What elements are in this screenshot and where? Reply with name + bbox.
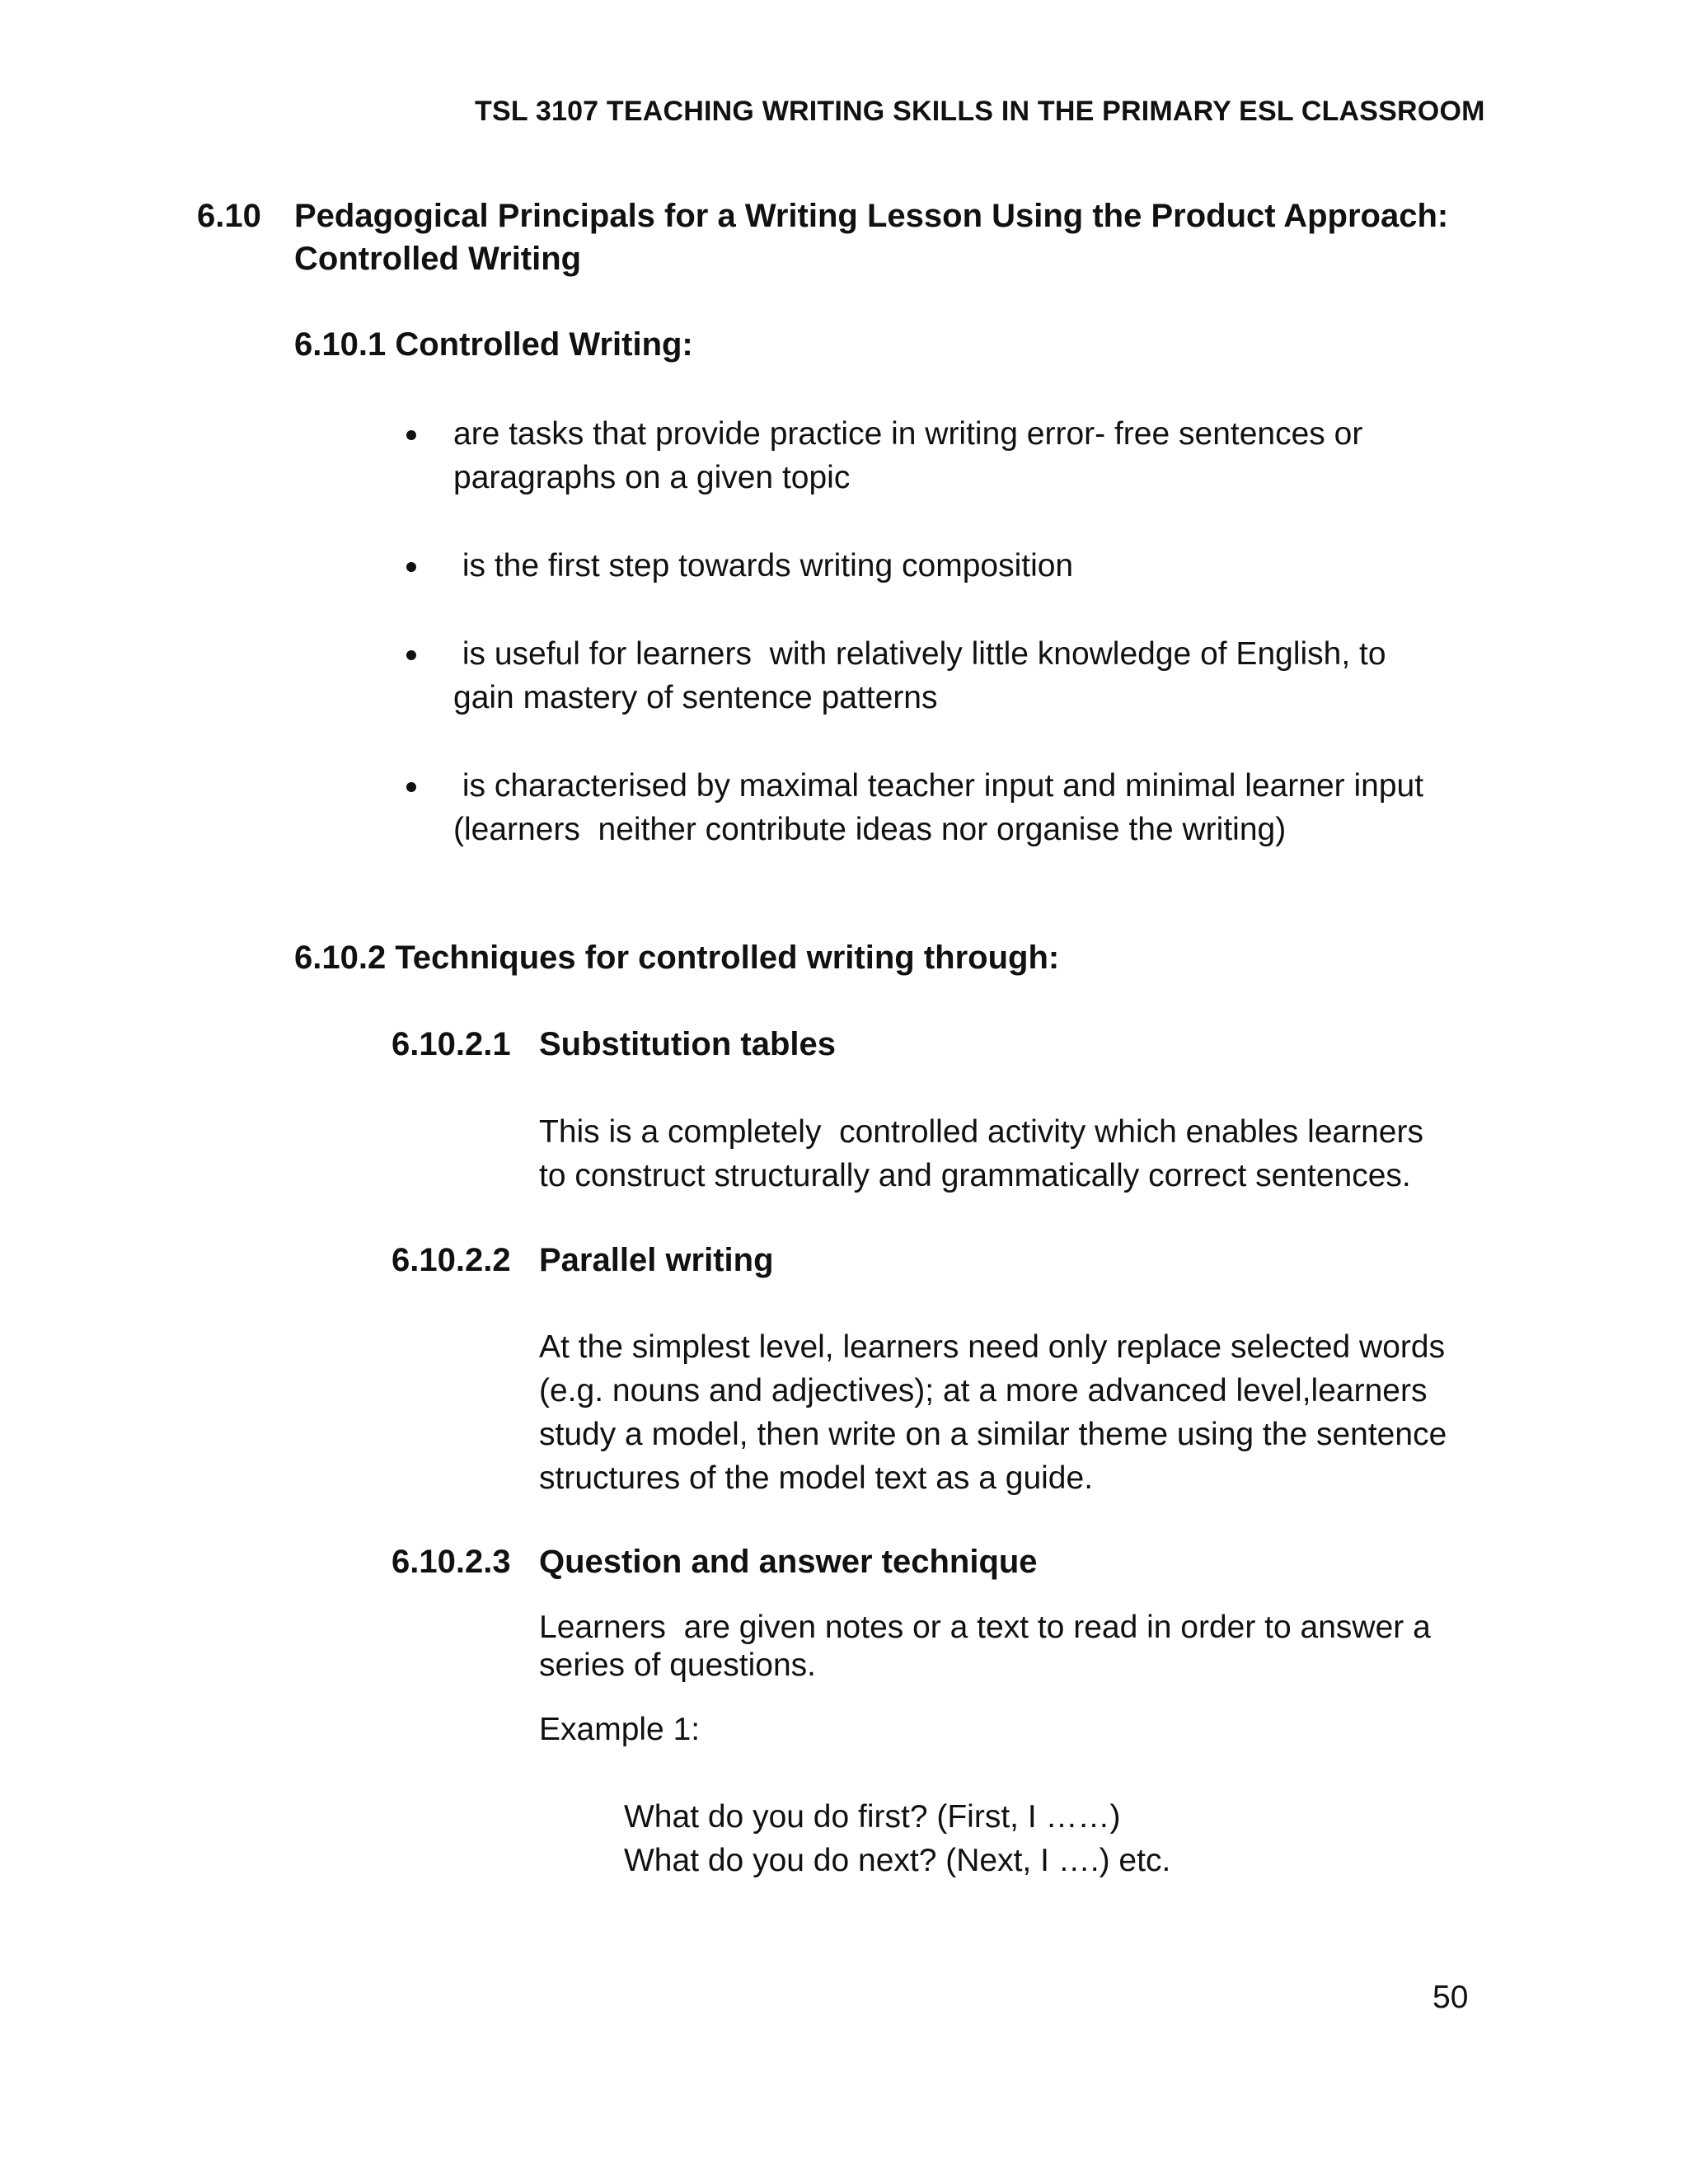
bullet-icon xyxy=(406,562,416,572)
item-title-question-answer: Question and answer technique xyxy=(539,1544,1038,1580)
bullet-text-line1: are tasks that provide practice in writing error- free sentences or xyxy=(453,416,1363,452)
section-number: 6.10 xyxy=(197,198,261,234)
bullet-text-line2: gain mastery of sentence patterns xyxy=(453,680,938,715)
item-title-substitution-tables: Substitution tables xyxy=(539,1026,836,1062)
paragraph-line: structures of the model text as a guide. xyxy=(539,1460,1094,1496)
subsection-heading-techniques: 6.10.2 Techniques for controlled writing through: xyxy=(294,940,1060,976)
example-line: What do you do first? (First, I ……) xyxy=(624,1799,1121,1835)
running-header: TSL 3107 TEACHING WRITING SKILLS IN THE PRIMARY ESL CLASSROOM xyxy=(475,96,1485,127)
paragraph-line: (e.g. nouns and adjectives); at a more advanced level,learners xyxy=(539,1373,1428,1408)
item-number: 6.10.2.3 xyxy=(392,1544,511,1580)
item-title-parallel-writing: Parallel writing xyxy=(539,1242,774,1278)
bullet-text-line1: is the first step towards writing composition xyxy=(453,548,1074,583)
section-title-line2: Controlled Writing xyxy=(294,241,582,277)
bullet-icon xyxy=(406,430,416,440)
item-number: 6.10.2.1 xyxy=(392,1026,511,1062)
paragraph-line: This is a completely controlled activity which enables learners xyxy=(539,1114,1423,1150)
paragraph-line: At the simplest level, learners need only replace selected words xyxy=(539,1329,1446,1365)
bullet-text-line1: is characterised by maximal teacher input and minimal learner input xyxy=(453,768,1424,804)
section-title-line1: Pedagogical Principals for a Writing Lesson Using the Product Approach: xyxy=(294,198,1449,234)
example-label: Example 1: xyxy=(539,1712,701,1747)
item-number: 6.10.2.2 xyxy=(392,1242,511,1278)
page-number: 50 xyxy=(1432,1980,1469,2015)
bullet-text-line2: (learners neither contribute ideas nor organise the writing) xyxy=(453,812,1287,847)
example-line: What do you do next? (Next, I ….) etc. xyxy=(624,1843,1171,1878)
subsection-heading-controlled-writing: 6.10.1 Controlled Writing: xyxy=(294,326,693,363)
paragraph-line: Learners are given notes or a text to read in order to answer a xyxy=(539,1610,1431,1645)
bullet-icon xyxy=(406,650,416,660)
bullet-text-line2: paragraphs on a given topic xyxy=(453,460,851,495)
paragraph-line: series of questions. xyxy=(539,1647,817,1683)
bullet-text-line1: is useful for learners with relatively little knowledge of English, to xyxy=(453,636,1386,672)
paragraph-line: to construct structurally and grammatically correct sentences. xyxy=(539,1158,1411,1193)
bullet-icon xyxy=(406,782,416,792)
paragraph-line: study a model, then write on a similar theme using the sentence xyxy=(539,1417,1447,1452)
